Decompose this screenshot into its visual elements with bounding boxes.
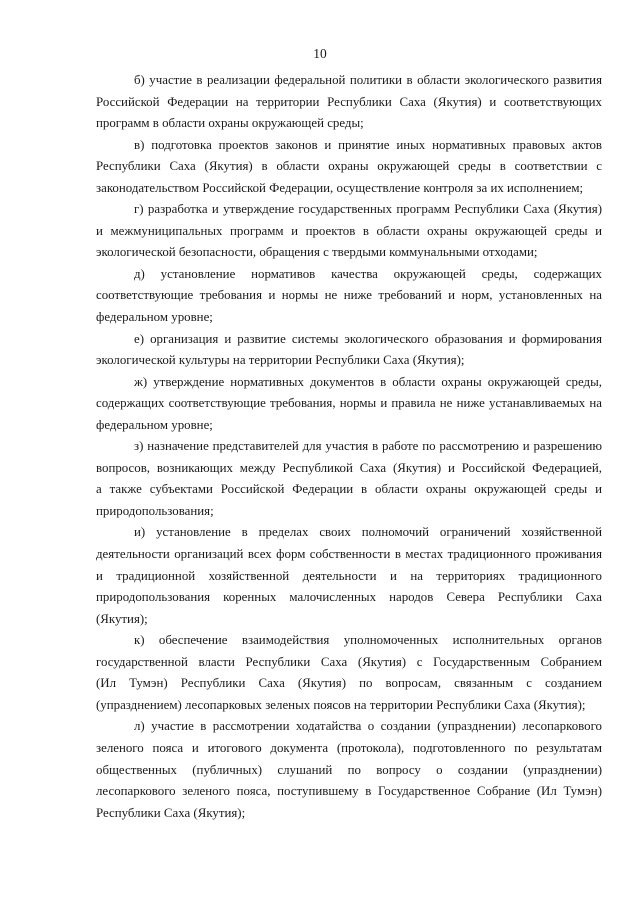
paragraph-line: л) участие в рассмотрении ходатайства о создании (упразднении) лесопаркового	[134, 719, 602, 734]
paragraph-line: г) разработка и утверждение государственных программ Республики Саха (Якутия)	[134, 202, 602, 217]
paragraph	[96, 716, 602, 824]
paragraph-line: деятельности организаций всех форм собственности в местах традиционного проживания	[96, 547, 602, 562]
paragraph-line: содержащих соответствующие требования, нормы и правила не ниже устанавливаемых на	[96, 396, 602, 411]
paragraph	[96, 264, 602, 329]
paragraph-line: общественных (публичных) слушаний по вопросу о создании (упразднении)	[96, 762, 602, 777]
paragraph-line: природопользования коренных малочисленных народов Севера Республики Саха	[96, 590, 602, 605]
paragraph	[96, 436, 602, 522]
paragraph-line: Республики Саха (Якутия) в области охраны окружающей среды в соответствии с	[96, 159, 602, 174]
paragraph-line: лесопаркового зеленого пояса, поступившему в Государственное Собрание (Ил Тумэн)	[96, 784, 602, 799]
paragraph-line: Республики Саха (Якутия);	[96, 805, 246, 820]
paragraph-line: (Якутия);	[96, 611, 148, 626]
paragraph-line: программ в области охраны окружающей среды;	[96, 116, 364, 131]
paragraph-line: и традиционной хозяйственной деятельности и на территориях традиционного	[96, 568, 602, 583]
paragraph-line: экологической безопасности, обращения с твердыми коммунальными отходами;	[96, 245, 538, 260]
document-body	[96, 70, 602, 824]
paragraph	[96, 329, 602, 372]
paragraph-line: б) участие в реализации федеральной политики в области экологического развития	[134, 73, 602, 87]
paragraph-line: к) обеспечение взаимодействия уполномоченных исполнительных органов	[134, 633, 602, 648]
paragraph-line: природопользования;	[96, 503, 214, 518]
paragraph-line: ж) утверждение нормативных документов в области охраны окружающей среды,	[134, 374, 602, 389]
paragraph-line: вопросов, возникающих между Республикой Саха (Якутия) и Российской Федерацией,	[96, 460, 602, 475]
paragraph-line: (упразднением) лесопарковых зеленых поясов на территории Республики Саха (Якутия);	[96, 697, 586, 712]
paragraph	[96, 199, 602, 264]
paragraph-line: и) установление в пределах своих полномочий ограничений хозяйственной	[134, 525, 602, 540]
paragraph-line: зеленого пояса и итогового документа (протокола), подготовленного по результатам	[96, 740, 602, 755]
paragraph	[96, 630, 602, 716]
page-number: 10	[313, 46, 327, 61]
paragraph-line: з) назначение представителей для участия в работе по рассмотрению и разрешению	[134, 439, 602, 454]
paragraph-line: (Ил Тумэн) Республики Саха (Якутия) по вопросам, связанным с созданием	[96, 676, 602, 691]
paragraph-line: д) установление нормативов качества окружающей среды, содержащих	[134, 266, 602, 281]
paragraph-line: и межмуниципальных программ и проектов в области охраны окружающей среды и	[96, 223, 602, 238]
paragraph-line: федеральном уровне;	[96, 417, 213, 432]
paragraph	[96, 70, 602, 135]
paragraph-line: законодательством Российской Федерации, осуществление контроля за их исполнением;	[96, 180, 584, 195]
paragraph	[96, 522, 602, 630]
paragraph-line: е) организация и развитие системы экологического образования и формирования	[134, 331, 602, 346]
paragraph	[96, 372, 602, 437]
paragraph-line: экологической культуры на территории Республики Саха (Якутия);	[96, 353, 465, 368]
paragraph	[96, 135, 602, 200]
paragraph-line: федеральном уровне;	[96, 310, 213, 325]
paragraph-line: а также субъектами Российской Федерации в области охраны окружающей среды и	[96, 482, 602, 497]
paragraph-line: соответствующие требования и нормы не ниже требований и норм, установленных на	[96, 288, 602, 303]
paragraph-line: государственной власти Республики Саха (Якутия) с Государственным Собранием	[96, 654, 602, 669]
paragraph-line: в) подготовка проектов законов и принятие иных нормативных правовых актов	[134, 137, 602, 152]
paragraph-line: Российской Федерации на территории Республики Саха (Якутия) и соответствующих	[96, 94, 602, 109]
